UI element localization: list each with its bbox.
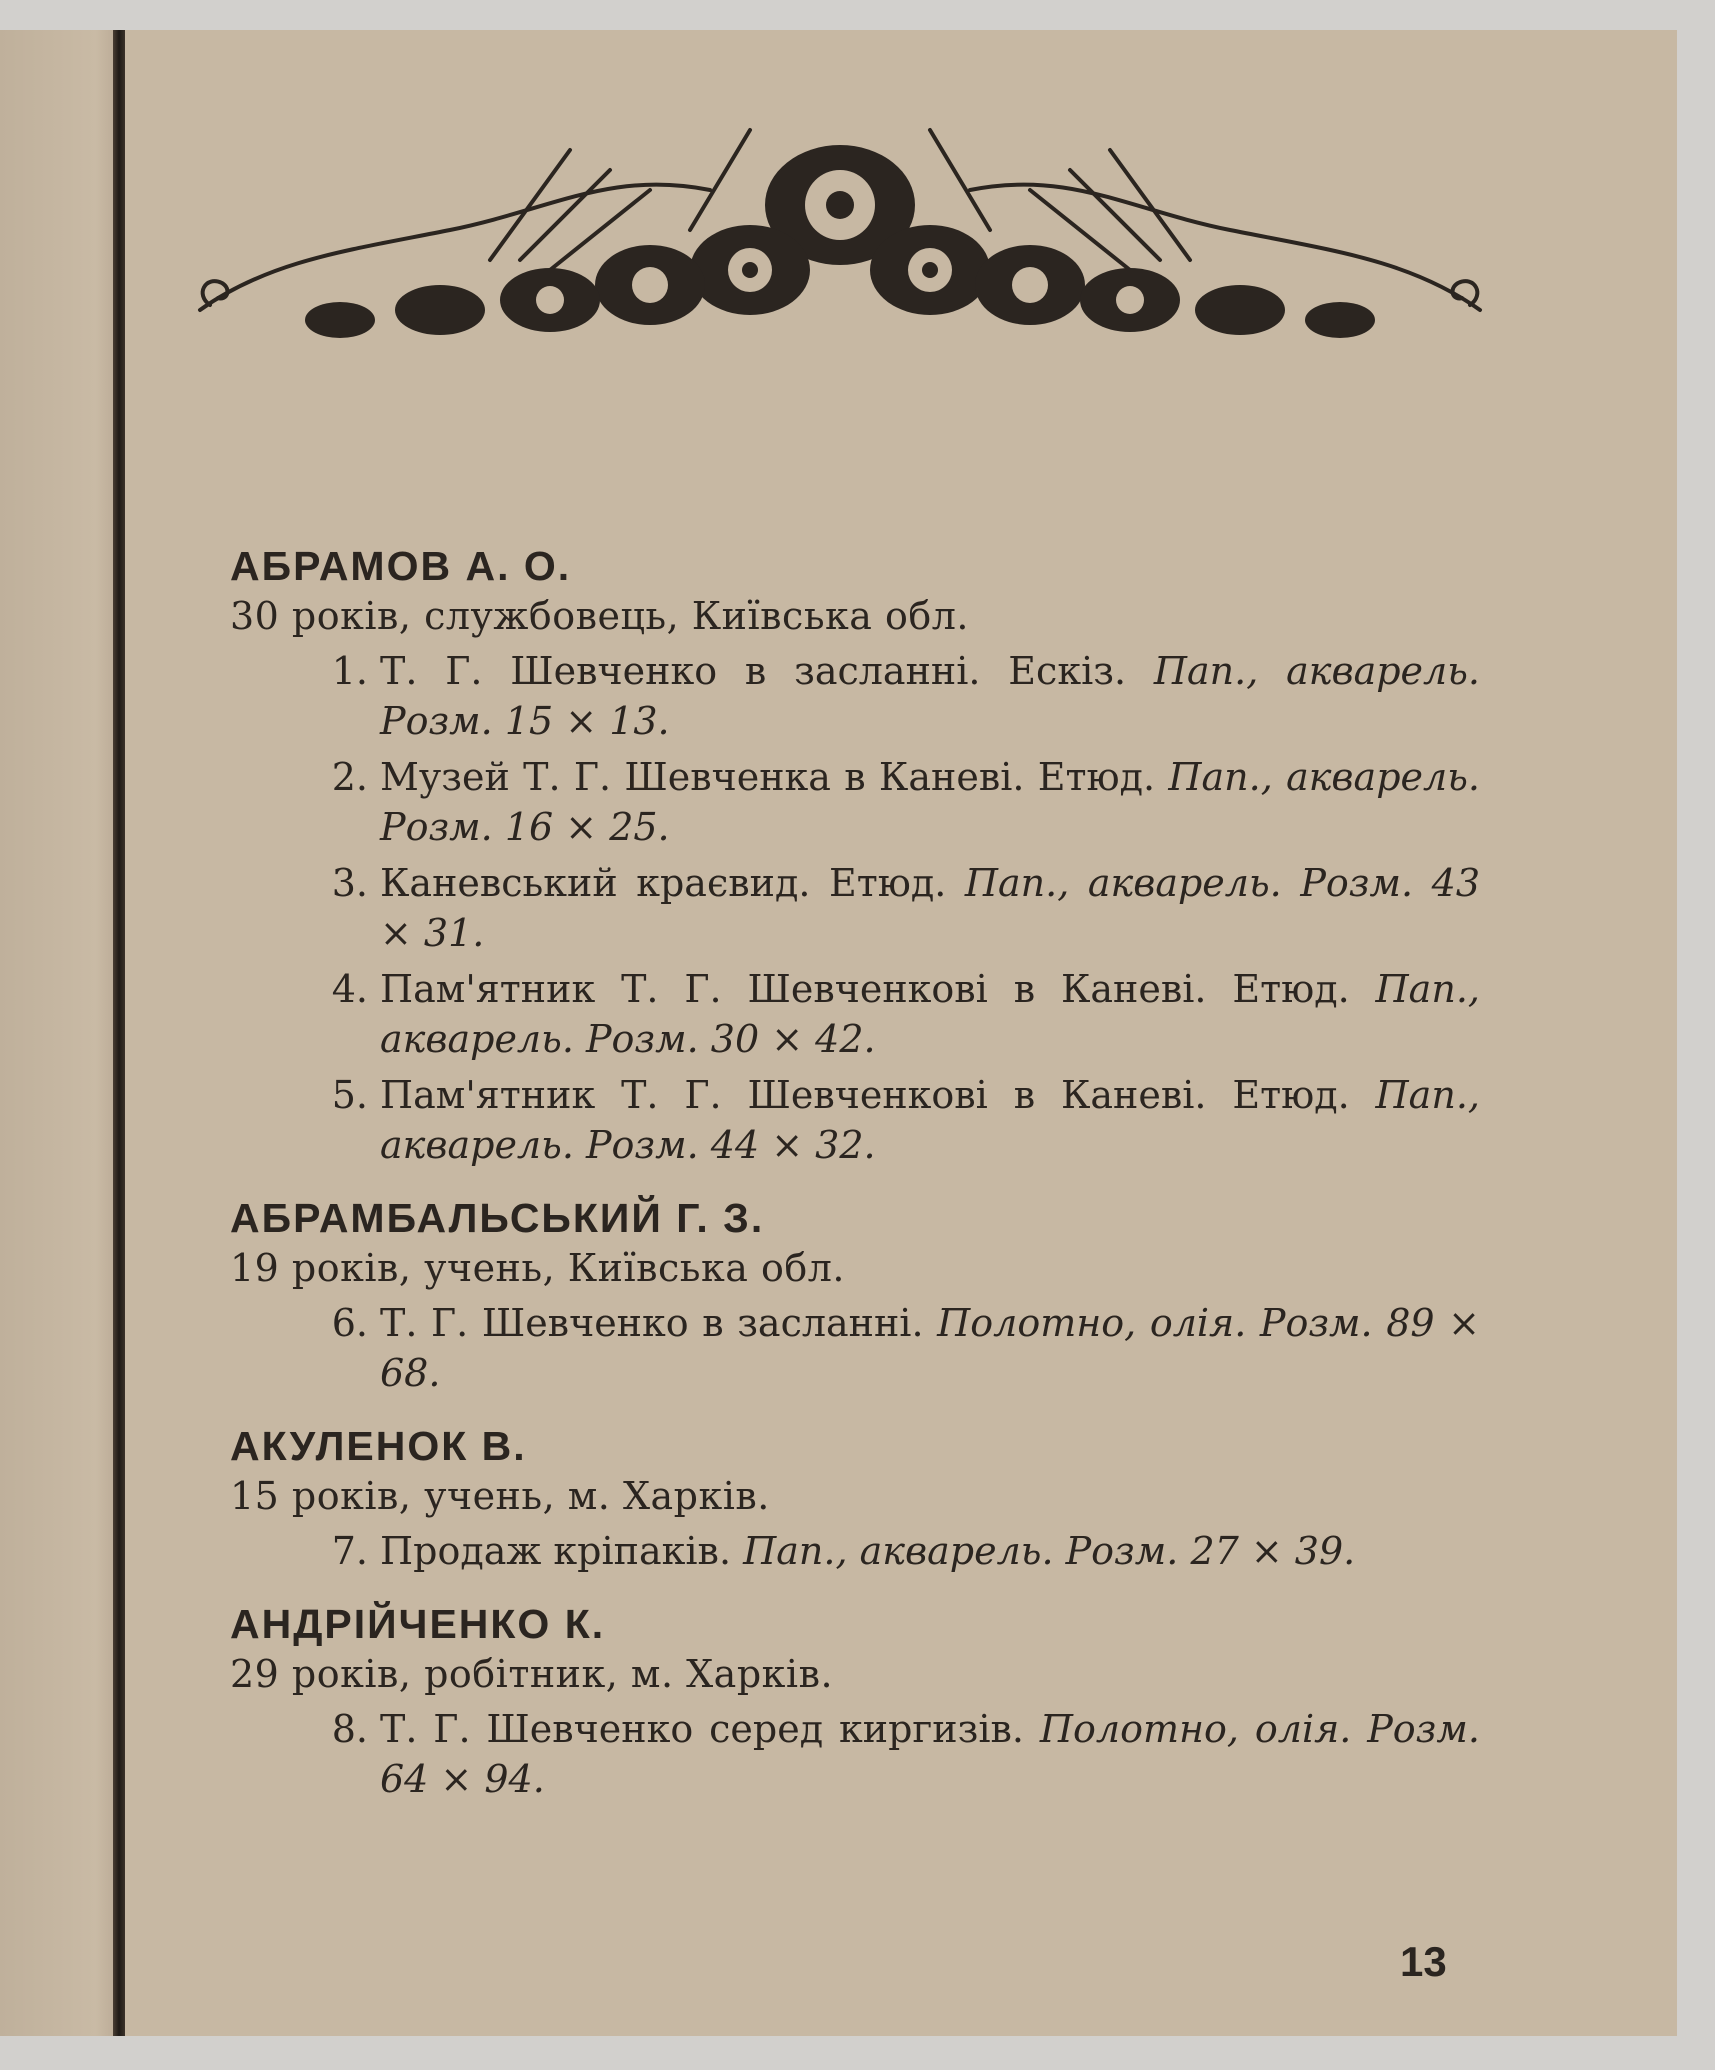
artist-info: 29 років, робітник, м. Харків. <box>230 1652 834 1696</box>
work-title: Т. Г. Шевченко в засланні. Ескіз. <box>380 649 1127 693</box>
work-title: Музей Т. Г. Шевченка в Каневі. Етюд. <box>380 755 1156 799</box>
artist-info: 30 років, службовець, Київська обл. <box>230 594 969 638</box>
work-material: Пап., акварель. Розм. 30 × 42. <box>380 967 1480 1061</box>
work-number: 3. <box>331 861 368 905</box>
work-material: Пап., акварель. Розм. 15 × 13. <box>380 649 1480 743</box>
work-material: Пап., акварель. Розм. 43 × 31. <box>380 861 1480 955</box>
artist-name: АНДРІЙЧЕНКО К. <box>230 1601 606 1647</box>
work-material: Пап., акварель. Розм. 16 × 25. <box>380 755 1480 849</box>
facing-page-edge <box>0 30 120 2036</box>
work-title: Продаж кріпаків. <box>380 1529 732 1573</box>
work-number: 6. <box>331 1301 368 1345</box>
work-item <box>331 1704 1480 1804</box>
work-material: Пап., акварель. Розм. 27 × 39. <box>743 1529 1356 1573</box>
work-number: 2. <box>331 755 368 799</box>
work-number: 7. <box>331 1529 368 1573</box>
work-title: Т. Г. Шевченко серед киргизів. <box>380 1707 1024 1751</box>
work-title: Пам'ятник Т. Г. Шевченкові в Каневі. Етюд. <box>380 967 1350 1011</box>
book-page <box>0 30 1677 2036</box>
artist-info: 19 років, учень, Київська обл. <box>230 1246 845 1290</box>
work-number: 8. <box>331 1707 368 1751</box>
artist-entry <box>230 1420 1480 1576</box>
page-number: 13 <box>1400 1938 1447 1985</box>
work-number: 5. <box>331 1073 368 1117</box>
work-title: Пам'ятник Т. Г. Шевченкові в Каневі. Етюд. <box>380 1073 1350 1117</box>
floral-ornament-icon <box>190 110 1490 360</box>
work-title: Т. Г. Шевченко в засланні. <box>380 1301 924 1345</box>
work-item <box>331 646 1480 746</box>
work-material: Полотно, олія. Розм. 89 × 68. <box>380 1301 1480 1395</box>
work-item <box>331 858 1480 958</box>
artist-name: АКУЛЕНОК В. <box>230 1423 527 1469</box>
work-title: Каневський краєвид. Етюд. <box>380 861 947 905</box>
artist-entry <box>230 1192 1480 1398</box>
work-item <box>331 1070 1480 1170</box>
work-material: Пап., акварель. Розм. 44 × 32. <box>380 1073 1480 1167</box>
work-item <box>331 1526 1480 1576</box>
artist-info: 15 років, учень, м. Харків. <box>230 1474 770 1518</box>
book-spine <box>113 30 125 2036</box>
artist-entry <box>230 1598 1480 1804</box>
artist-name: АБРАМОВ А. О. <box>230 543 572 589</box>
catalogue-list <box>230 540 1480 1826</box>
work-item <box>331 752 1480 852</box>
work-number: 1. <box>331 649 368 693</box>
work-material: Полотно, олія. Розм. 64 × 94. <box>380 1707 1480 1801</box>
artist-entry <box>230 540 1480 1170</box>
artist-name: АБРАМБАЛЬСЬКИЙ Г. З. <box>230 1195 765 1241</box>
work-number: 4. <box>331 967 368 1011</box>
work-item <box>331 1298 1480 1398</box>
work-item <box>331 964 1480 1064</box>
